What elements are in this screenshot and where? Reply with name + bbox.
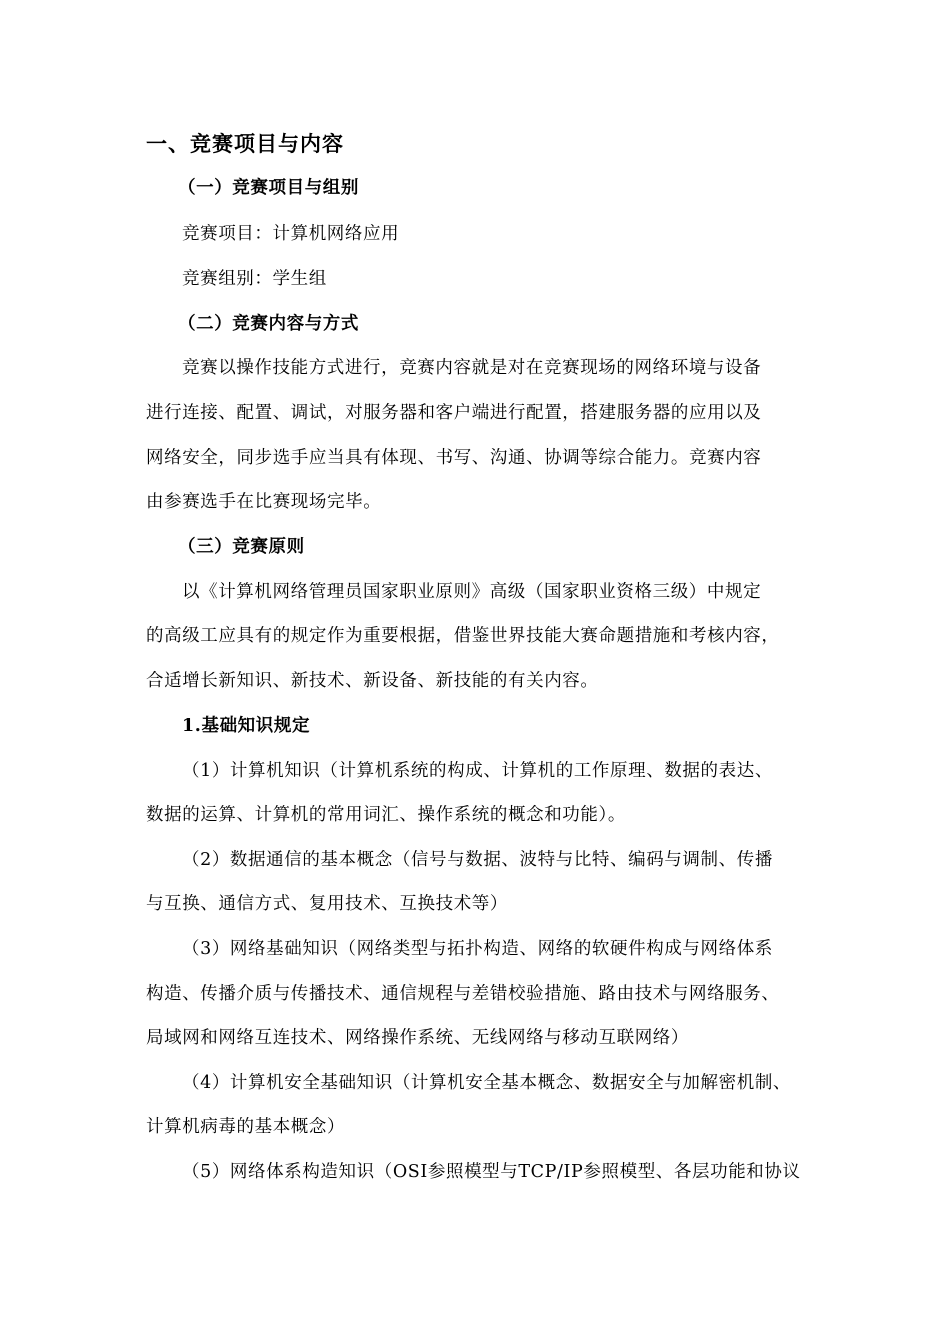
list-item-line: 计算机病毒的基本概念） — [146, 1117, 346, 1137]
main-heading: 一、竞赛项目与内容 — [146, 131, 344, 156]
section3-title: （三）竞赛原则 — [178, 537, 305, 557]
competition-group-item: 竞赛组别：学生组 — [182, 269, 327, 289]
section2-para-line: 由参赛选手在比赛现场完毕。 — [146, 492, 382, 512]
section1-title: （一）竞赛项目与组别 — [178, 178, 359, 198]
section2-para-line: 网络安全，同步选手应当具有体现、书写、沟通、协调等综合能力。竞赛内容 — [146, 448, 762, 468]
list-item-line: 构造、传播介质与传播技术、通信规程与差错校验措施、路由技术与网络服务、 — [146, 984, 780, 1004]
section2-para-line: 进行连接、配置、调试，对服务器和客户端进行配置，搭建服务器的应用以及 — [146, 403, 762, 423]
section2-title: （二）竞赛内容与方式 — [178, 314, 359, 334]
list-item-line: （3）网络基础知识（网络类型与拓扑构造、网络的软硬件构成与网络体系 — [182, 939, 773, 959]
list-item-line: 数据的运算、计算机的常用词汇、操作系统的概念和功能）。 — [146, 805, 626, 825]
section3-para-line: 的高级工应具有的规定作为重要根据，借鉴世界技能大赛命题措施和考核内容， — [146, 626, 780, 646]
list-item-line: （2）数据通信的基本概念（信号与数据、波特与比特、编码与调制、传播 — [182, 850, 773, 870]
list-item-line: （1）计算机知识（计算机系统的构成、计算机的工作原理、数据的表达、 — [182, 761, 773, 781]
list-item-line: 局域网和网络互连技术、网络操作系统、无线网络与移动互联网络） — [146, 1028, 689, 1048]
subsection1-title: 1.基础知识规定 — [182, 716, 311, 736]
list-item-line: （5）网络体系构造知识（OSI参照模型与TCP/IP参照模型、各层功能和协议 — [182, 1162, 801, 1182]
list-item-line: 与互换、通信方式、复用技术、互换技术等） — [146, 894, 508, 914]
competition-project-item: 竞赛项目：计算机网络应用 — [182, 224, 400, 244]
list-item-line: （4）计算机安全基础知识（计算机安全基本概念、数据安全与加解密机制、 — [182, 1073, 792, 1093]
section3-para-line: 以《计算机网络管理员国家职业原则》高级（国家职业资格三级）中规定 — [182, 582, 762, 602]
section3-para-line: 合适增长新知识、新技术、新设备、新技能的有关内容。 — [146, 671, 599, 691]
section2-para-line: 竞赛以操作技能方式进行，竞赛内容就是对在竞赛现场的网络环境与设备 — [182, 358, 762, 378]
